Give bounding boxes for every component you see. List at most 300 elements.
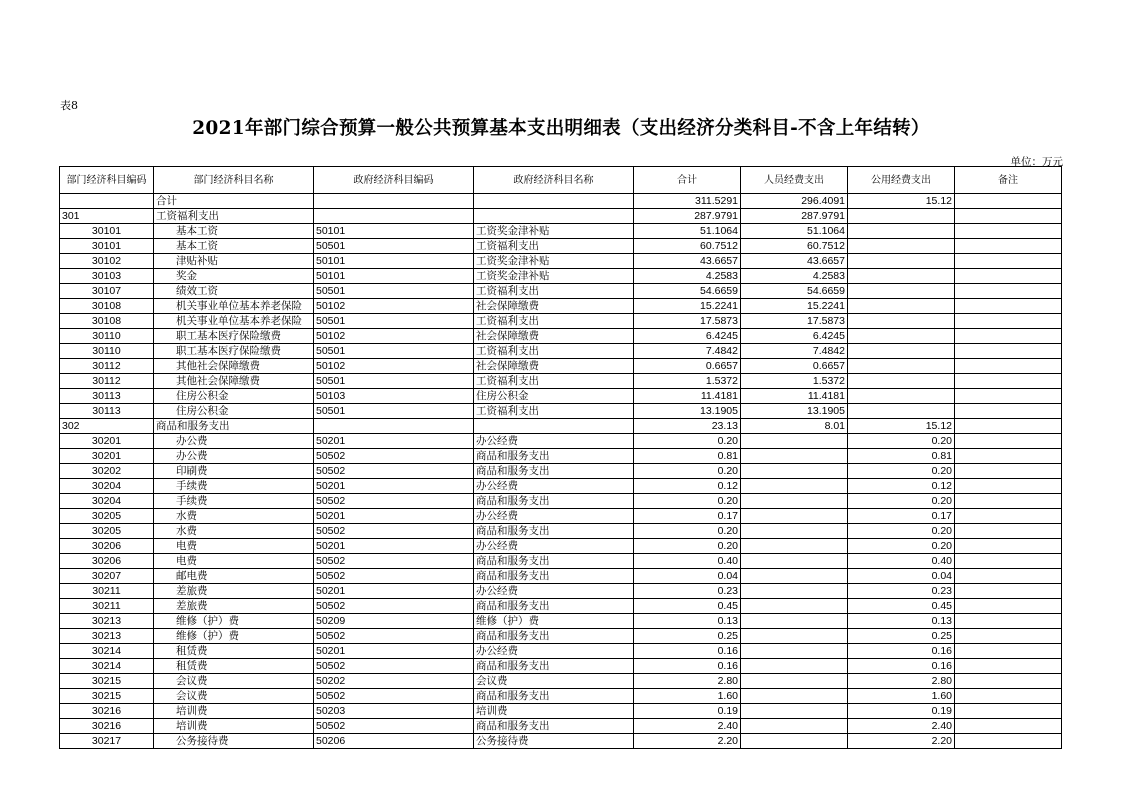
header-notes: 备注 (955, 167, 1062, 194)
dept-name-cell: 津贴补贴 (154, 254, 314, 269)
dept-code-cell: 30202 (60, 464, 154, 479)
total-cell: 0.20 (634, 524, 741, 539)
public-cell: 0.13 (848, 614, 955, 629)
table-row (60, 269, 1062, 284)
public-cell: 0.45 (848, 599, 955, 614)
personnel-cell (741, 584, 848, 599)
notes-cell (955, 629, 1062, 644)
table-row (60, 494, 1062, 509)
table-body (60, 194, 1062, 749)
gov-code-cell: 50201 (314, 434, 474, 449)
personnel-cell: 11.4181 (741, 389, 848, 404)
dept-name-cell: 维修（护）费 (154, 614, 314, 629)
public-cell: 1.60 (848, 689, 955, 704)
table-row (60, 584, 1062, 599)
personnel-cell (741, 644, 848, 659)
notes-cell (955, 734, 1062, 749)
gov-name-cell: 商品和服务支出 (474, 659, 634, 674)
dept-code-cell: 30101 (60, 224, 154, 239)
public-cell: 0.20 (848, 539, 955, 554)
dept-name-cell: 会议费 (154, 689, 314, 704)
public-cell: 0.17 (848, 509, 955, 524)
gov-code-cell: 50501 (314, 314, 474, 329)
table-row (60, 464, 1062, 479)
gov-name-cell: 社会保障缴费 (474, 329, 634, 344)
dept-name-cell: 维修（护）费 (154, 629, 314, 644)
public-cell (848, 404, 955, 419)
total-cell: 54.6659 (634, 284, 741, 299)
gov-name-cell: 社会保障缴费 (474, 359, 634, 374)
dept-code-cell: 301 (60, 209, 154, 224)
total-cell: 0.81 (634, 449, 741, 464)
dept-name-cell: 奖金 (154, 269, 314, 284)
dept-name-cell: 基本工资 (154, 239, 314, 254)
unit-label: 单位：万元 (1010, 156, 1063, 168)
personnel-cell: 0.6657 (741, 359, 848, 374)
gov-name-cell: 办公经费 (474, 434, 634, 449)
total-cell: 13.1905 (634, 404, 741, 419)
public-cell: 2.20 (848, 734, 955, 749)
personnel-cell (741, 479, 848, 494)
total-cell: 0.6657 (634, 359, 741, 374)
table-row (60, 284, 1062, 299)
public-cell: 0.20 (848, 524, 955, 539)
table-row (60, 569, 1062, 584)
gov-name-cell (474, 419, 634, 434)
total-cell: 0.23 (634, 584, 741, 599)
gov-code-cell: 50501 (314, 404, 474, 419)
gov-name-cell: 工资奖金津补贴 (474, 224, 634, 239)
personnel-cell (741, 554, 848, 569)
personnel-cell: 15.2241 (741, 299, 848, 314)
personnel-cell: 51.1064 (741, 224, 848, 239)
personnel-cell: 6.4245 (741, 329, 848, 344)
dept-name-cell: 商品和服务支出 (154, 419, 314, 434)
notes-cell (955, 344, 1062, 359)
notes-cell (955, 584, 1062, 599)
dept-code-cell: 30215 (60, 689, 154, 704)
notes-cell (955, 314, 1062, 329)
personnel-cell: 13.1905 (741, 404, 848, 419)
personnel-cell (741, 674, 848, 689)
table-row (60, 224, 1062, 239)
header-public: 公用经费支出 (848, 167, 955, 194)
personnel-cell (741, 509, 848, 524)
dept-name-cell: 公务接待费 (154, 734, 314, 749)
public-cell (848, 389, 955, 404)
notes-cell (955, 419, 1062, 434)
total-cell: 2.20 (634, 734, 741, 749)
personnel-cell: 54.6659 (741, 284, 848, 299)
dept-name-cell: 手续费 (154, 479, 314, 494)
dept-name-cell: 电费 (154, 554, 314, 569)
notes-cell (955, 449, 1062, 464)
gov-name-cell: 工资福利支出 (474, 284, 634, 299)
personnel-cell: 296.4091 (741, 194, 848, 209)
public-cell (848, 269, 955, 284)
notes-cell (955, 539, 1062, 554)
total-cell: 43.6657 (634, 254, 741, 269)
header-personnel: 人员经费支出 (741, 167, 848, 194)
dept-code-cell: 30107 (60, 284, 154, 299)
personnel-cell: 4.2583 (741, 269, 848, 284)
personnel-cell (741, 614, 848, 629)
notes-cell (955, 239, 1062, 254)
gov-name-cell: 商品和服务支出 (474, 689, 634, 704)
table-row (60, 404, 1062, 419)
gov-code-cell: 50502 (314, 569, 474, 584)
personnel-cell (741, 719, 848, 734)
dept-code-cell: 30113 (60, 389, 154, 404)
table-row (60, 509, 1062, 524)
personnel-cell (741, 704, 848, 719)
dept-code-cell (60, 194, 154, 209)
gov-code-cell (314, 194, 474, 209)
total-cell: 1.60 (634, 689, 741, 704)
public-cell (848, 254, 955, 269)
notes-cell (955, 209, 1062, 224)
public-cell (848, 209, 955, 224)
gov-code-cell: 50502 (314, 719, 474, 734)
total-cell: 15.2241 (634, 299, 741, 314)
notes-cell (955, 284, 1062, 299)
personnel-cell (741, 434, 848, 449)
notes-cell (955, 224, 1062, 239)
total-cell: 2.80 (634, 674, 741, 689)
personnel-cell: 7.4842 (741, 344, 848, 359)
table-row (60, 329, 1062, 344)
total-cell: 6.4245 (634, 329, 741, 344)
gov-code-cell: 50502 (314, 464, 474, 479)
gov-name-cell: 工资福利支出 (474, 314, 634, 329)
notes-cell (955, 254, 1062, 269)
public-cell (848, 314, 955, 329)
notes-cell (955, 359, 1062, 374)
table-row (60, 599, 1062, 614)
gov-code-cell: 50202 (314, 674, 474, 689)
gov-code-cell: 50201 (314, 479, 474, 494)
notes-cell (955, 374, 1062, 389)
gov-name-cell: 维修（护）费 (474, 614, 634, 629)
gov-code-cell: 50102 (314, 329, 474, 344)
gov-name-cell: 公务接待费 (474, 734, 634, 749)
gov-code-cell: 50203 (314, 704, 474, 719)
gov-code-cell: 50502 (314, 554, 474, 569)
total-cell: 0.20 (634, 464, 741, 479)
gov-name-cell: 社会保障缴费 (474, 299, 634, 314)
dept-name-cell: 电费 (154, 539, 314, 554)
dept-name-cell: 差旅费 (154, 584, 314, 599)
personnel-cell: 8.01 (741, 419, 848, 434)
public-cell: 2.80 (848, 674, 955, 689)
total-cell: 0.20 (634, 494, 741, 509)
personnel-cell (741, 659, 848, 674)
notes-cell (955, 554, 1062, 569)
public-cell: 0.16 (848, 644, 955, 659)
dept-name-cell: 水费 (154, 524, 314, 539)
dept-code-cell: 30217 (60, 734, 154, 749)
gov-name-cell: 工资福利支出 (474, 344, 634, 359)
total-cell: 0.16 (634, 644, 741, 659)
table-row (60, 314, 1062, 329)
gov-code-cell: 50502 (314, 689, 474, 704)
header-dept-code: 部门经济科目编码 (60, 167, 154, 194)
dept-name-cell: 机关事业单位基本养老保险 (154, 314, 314, 329)
notes-cell (955, 509, 1062, 524)
table-row (60, 254, 1062, 269)
personnel-cell (741, 629, 848, 644)
public-cell (848, 284, 955, 299)
public-cell: 0.40 (848, 554, 955, 569)
dept-name-cell: 培训费 (154, 704, 314, 719)
public-cell (848, 239, 955, 254)
table-row (60, 359, 1062, 374)
dept-code-cell: 30110 (60, 344, 154, 359)
gov-code-cell: 50206 (314, 734, 474, 749)
group-row (60, 209, 1062, 224)
gov-code-cell: 50201 (314, 584, 474, 599)
dept-code-cell: 30213 (60, 614, 154, 629)
gov-name-cell: 会议费 (474, 674, 634, 689)
gov-code-cell: 50501 (314, 374, 474, 389)
dept-name-cell: 办公费 (154, 434, 314, 449)
public-cell (848, 359, 955, 374)
notes-cell (955, 269, 1062, 284)
dept-name-cell: 会议费 (154, 674, 314, 689)
notes-cell (955, 494, 1062, 509)
dept-name-cell: 差旅费 (154, 599, 314, 614)
dept-code-cell: 30214 (60, 644, 154, 659)
dept-code-cell: 30201 (60, 449, 154, 464)
table-row (60, 734, 1062, 749)
table-row (60, 644, 1062, 659)
dept-code-cell: 30214 (60, 659, 154, 674)
notes-cell (955, 644, 1062, 659)
dept-code-cell: 30113 (60, 404, 154, 419)
notes-cell (955, 569, 1062, 584)
table-row (60, 389, 1062, 404)
header-gov-name: 政府经济科目名称 (474, 167, 634, 194)
dept-code-cell: 30112 (60, 359, 154, 374)
dept-code-cell: 30204 (60, 494, 154, 509)
dept-code-cell: 30205 (60, 509, 154, 524)
gov-code-cell: 50502 (314, 629, 474, 644)
gov-name-cell (474, 194, 634, 209)
dept-name-cell: 水费 (154, 509, 314, 524)
total-cell: 11.4181 (634, 389, 741, 404)
public-cell (848, 299, 955, 314)
dept-code-cell: 30103 (60, 269, 154, 284)
gov-code-cell: 50103 (314, 389, 474, 404)
table-row (60, 659, 1062, 674)
public-cell: 0.25 (848, 629, 955, 644)
notes-cell (955, 389, 1062, 404)
dept-code-cell: 30101 (60, 239, 154, 254)
dept-name-cell: 住房公积金 (154, 389, 314, 404)
table-row (60, 479, 1062, 494)
dept-code-cell: 30213 (60, 629, 154, 644)
personnel-cell (741, 539, 848, 554)
dept-name-cell: 邮电费 (154, 569, 314, 584)
gov-code-cell: 50201 (314, 539, 474, 554)
public-cell: 0.81 (848, 449, 955, 464)
dept-name-cell: 租赁费 (154, 644, 314, 659)
dept-code-cell: 30102 (60, 254, 154, 269)
notes-cell (955, 719, 1062, 734)
gov-code-cell: 50502 (314, 524, 474, 539)
dept-name-cell: 住房公积金 (154, 404, 314, 419)
gov-code-cell: 50502 (314, 599, 474, 614)
gov-name-cell: 工资福利支出 (474, 404, 634, 419)
notes-cell (955, 299, 1062, 314)
gov-code-cell: 50101 (314, 224, 474, 239)
total-cell: 287.9791 (634, 209, 741, 224)
public-cell (848, 374, 955, 389)
gov-code-cell: 50201 (314, 509, 474, 524)
table-row (60, 299, 1062, 314)
total-cell: 60.7512 (634, 239, 741, 254)
public-cell: 15.12 (848, 419, 955, 434)
notes-cell (955, 599, 1062, 614)
gov-name-cell: 商品和服务支出 (474, 599, 634, 614)
gov-code-cell: 50102 (314, 359, 474, 374)
total-cell: 23.13 (634, 419, 741, 434)
dept-name-cell: 租赁费 (154, 659, 314, 674)
total-cell: 0.19 (634, 704, 741, 719)
dept-code-cell: 30110 (60, 329, 154, 344)
gov-name-cell: 商品和服务支出 (474, 719, 634, 734)
table-row (60, 719, 1062, 734)
notes-cell (955, 194, 1062, 209)
dept-code-cell: 30215 (60, 674, 154, 689)
dept-name-cell: 其他社会保障缴费 (154, 374, 314, 389)
dept-code-cell: 30207 (60, 569, 154, 584)
gov-name-cell: 商品和服务支出 (474, 449, 634, 464)
gov-code-cell: 50101 (314, 269, 474, 284)
gov-name-cell: 工资福利支出 (474, 239, 634, 254)
gov-code-cell: 50501 (314, 284, 474, 299)
total-cell: 0.20 (634, 539, 741, 554)
personnel-cell (741, 734, 848, 749)
table-row (60, 239, 1062, 254)
gov-name-cell: 商品和服务支出 (474, 464, 634, 479)
header-gov-code: 政府经济科目编码 (314, 167, 474, 194)
dept-name-cell: 职工基本医疗保险缴费 (154, 329, 314, 344)
gov-name-cell: 办公经费 (474, 584, 634, 599)
personnel-cell: 17.5873 (741, 314, 848, 329)
gov-code-cell: 50502 (314, 494, 474, 509)
notes-cell (955, 479, 1062, 494)
notes-cell (955, 659, 1062, 674)
table-row (60, 614, 1062, 629)
total-cell: 7.4842 (634, 344, 741, 359)
gov-name-cell: 商品和服务支出 (474, 569, 634, 584)
dept-code-cell: 30201 (60, 434, 154, 449)
personnel-cell (741, 689, 848, 704)
personnel-cell: 60.7512 (741, 239, 848, 254)
table-row (60, 449, 1062, 464)
table-row (60, 554, 1062, 569)
total-cell: 1.5372 (634, 374, 741, 389)
dept-name-cell: 手续费 (154, 494, 314, 509)
header-total: 合计 (634, 167, 741, 194)
gov-code-cell (314, 419, 474, 434)
table-row (60, 434, 1062, 449)
dept-code-cell: 30108 (60, 299, 154, 314)
gov-name-cell: 工资奖金津补贴 (474, 254, 634, 269)
personnel-cell (741, 524, 848, 539)
table-row (60, 374, 1062, 389)
table-number: 表8 (60, 99, 78, 112)
public-cell: 15.12 (848, 194, 955, 209)
table-row (60, 674, 1062, 689)
gov-code-cell (314, 209, 474, 224)
dept-name-cell: 培训费 (154, 719, 314, 734)
gov-code-cell: 50501 (314, 344, 474, 359)
gov-code-cell: 50201 (314, 644, 474, 659)
total-cell: 0.13 (634, 614, 741, 629)
dept-name-cell: 印刷费 (154, 464, 314, 479)
public-cell: 0.12 (848, 479, 955, 494)
dept-code-cell: 30112 (60, 374, 154, 389)
dept-code-cell: 30204 (60, 479, 154, 494)
public-cell: 0.20 (848, 494, 955, 509)
dept-code-cell: 30206 (60, 554, 154, 569)
notes-cell (955, 329, 1062, 344)
notes-cell (955, 464, 1062, 479)
public-cell (848, 344, 955, 359)
header-dept-name: 部门经济科目名称 (154, 167, 314, 194)
public-cell (848, 224, 955, 239)
dept-name-cell: 办公费 (154, 449, 314, 464)
public-cell: 0.19 (848, 704, 955, 719)
total-cell: 0.45 (634, 599, 741, 614)
personnel-cell (741, 569, 848, 584)
dept-code-cell: 30108 (60, 314, 154, 329)
total-cell: 0.20 (634, 434, 741, 449)
gov-name-cell (474, 209, 634, 224)
gov-name-cell: 商品和服务支出 (474, 629, 634, 644)
gov-name-cell: 办公经费 (474, 479, 634, 494)
gov-name-cell: 办公经费 (474, 509, 634, 524)
dept-name-cell: 机关事业单位基本养老保险 (154, 299, 314, 314)
gov-name-cell: 商品和服务支出 (474, 494, 634, 509)
notes-cell (955, 404, 1062, 419)
notes-cell (955, 614, 1062, 629)
notes-cell (955, 434, 1062, 449)
personnel-cell: 287.9791 (741, 209, 848, 224)
table-row (60, 524, 1062, 539)
dept-code-cell: 30211 (60, 599, 154, 614)
dept-code-cell: 30211 (60, 584, 154, 599)
dept-code-cell: 30205 (60, 524, 154, 539)
dept-name-cell: 其他社会保障缴费 (154, 359, 314, 374)
gov-name-cell: 工资奖金津补贴 (474, 269, 634, 284)
total-cell: 0.12 (634, 479, 741, 494)
notes-cell (955, 524, 1062, 539)
notes-cell (955, 689, 1062, 704)
public-cell: 0.04 (848, 569, 955, 584)
gov-name-cell: 商品和服务支出 (474, 554, 634, 569)
gov-code-cell: 50101 (314, 254, 474, 269)
table-row (60, 629, 1062, 644)
table-row (60, 689, 1062, 704)
gov-code-cell: 50209 (314, 614, 474, 629)
gov-name-cell: 培训费 (474, 704, 634, 719)
public-cell: 0.20 (848, 434, 955, 449)
total-cell: 4.2583 (634, 269, 741, 284)
dept-code-cell: 30206 (60, 539, 154, 554)
